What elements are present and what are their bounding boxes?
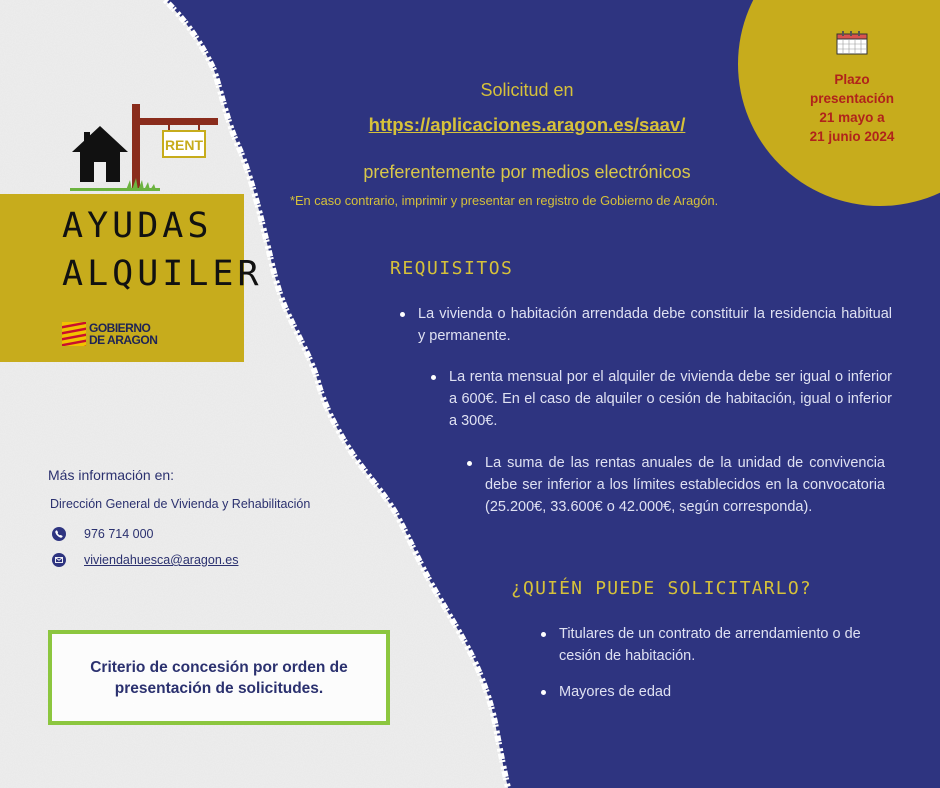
plazo-line3: 21 mayo a xyxy=(819,110,885,125)
requisito-item: La vivienda o habitación arrendada debe constituir la residencia habitual y permanente. xyxy=(418,303,892,347)
quien-item: Mayores de edad xyxy=(559,681,859,703)
solicitud-note: *En caso contrario, imprimir y presentar en registro de Gobierno de Aragón. xyxy=(290,193,719,208)
quien-item: Titulares de un contrato de arrendamiento o de cesión de habitación. xyxy=(559,623,889,667)
solicitud-line2: preferentemente por medios electrónicos xyxy=(363,162,691,182)
criterio-box xyxy=(48,630,390,725)
direccion-general: Dirección General de Vivienda y Rehabilitación xyxy=(50,497,311,511)
plazo-line2: presentación xyxy=(809,91,895,106)
calendar-icon xyxy=(835,30,869,56)
mas-informacion-heading: Más información en: xyxy=(48,467,175,483)
phone-icon xyxy=(52,527,66,541)
gobierno-aragon-logo xyxy=(62,322,192,348)
title-line1: AYUDAS xyxy=(62,206,213,246)
gobierno-line1: GOBIERNO xyxy=(89,321,151,335)
email-link[interactable]: viviendahuesca@aragon.es xyxy=(84,553,239,567)
quien-puede-title: ¿QUIÉN PUEDE SOLICITARLO? xyxy=(511,578,812,599)
rent-sign-text: RENT xyxy=(164,137,204,153)
requisito-item: La renta mensual por el alquiler de vivienda debe ser igual o inferior a 600€. En el caso de alquiler o cesión de habitación, igual o inferior a 300€. xyxy=(449,366,892,432)
title-block xyxy=(0,194,263,362)
email-row xyxy=(52,553,238,567)
plazo-line4: 21 junio 2024 xyxy=(809,129,895,144)
solicitud-url-link[interactable]: https://aplicaciones.aragon.es/saav/ xyxy=(368,114,686,135)
title-line2: ALQUILER xyxy=(62,254,263,294)
phone-number[interactable]: 976 714 000 xyxy=(84,527,154,541)
gobierno-line2: DE ARAGON xyxy=(89,333,158,347)
solicitud-line1: Solicitud en xyxy=(480,80,574,100)
criterio-text: Criterio de concesión por orden de presentación de solicitudes. xyxy=(90,658,348,697)
plazo-line1: Plazo xyxy=(834,72,870,87)
requisito-item: La suma de las rentas anuales de la unidad de convivencia debe ser inferior a los límites establecidos en la convocatoria (25.200€, 33.600€ o 42.000€, según corresponda). xyxy=(485,452,885,518)
gobierno-aragon-text xyxy=(89,322,157,346)
phone-row xyxy=(52,527,154,541)
aragon-flag-icon xyxy=(62,322,86,346)
email-icon xyxy=(52,553,66,567)
requisitos-title: REQUISITOS xyxy=(390,258,514,279)
